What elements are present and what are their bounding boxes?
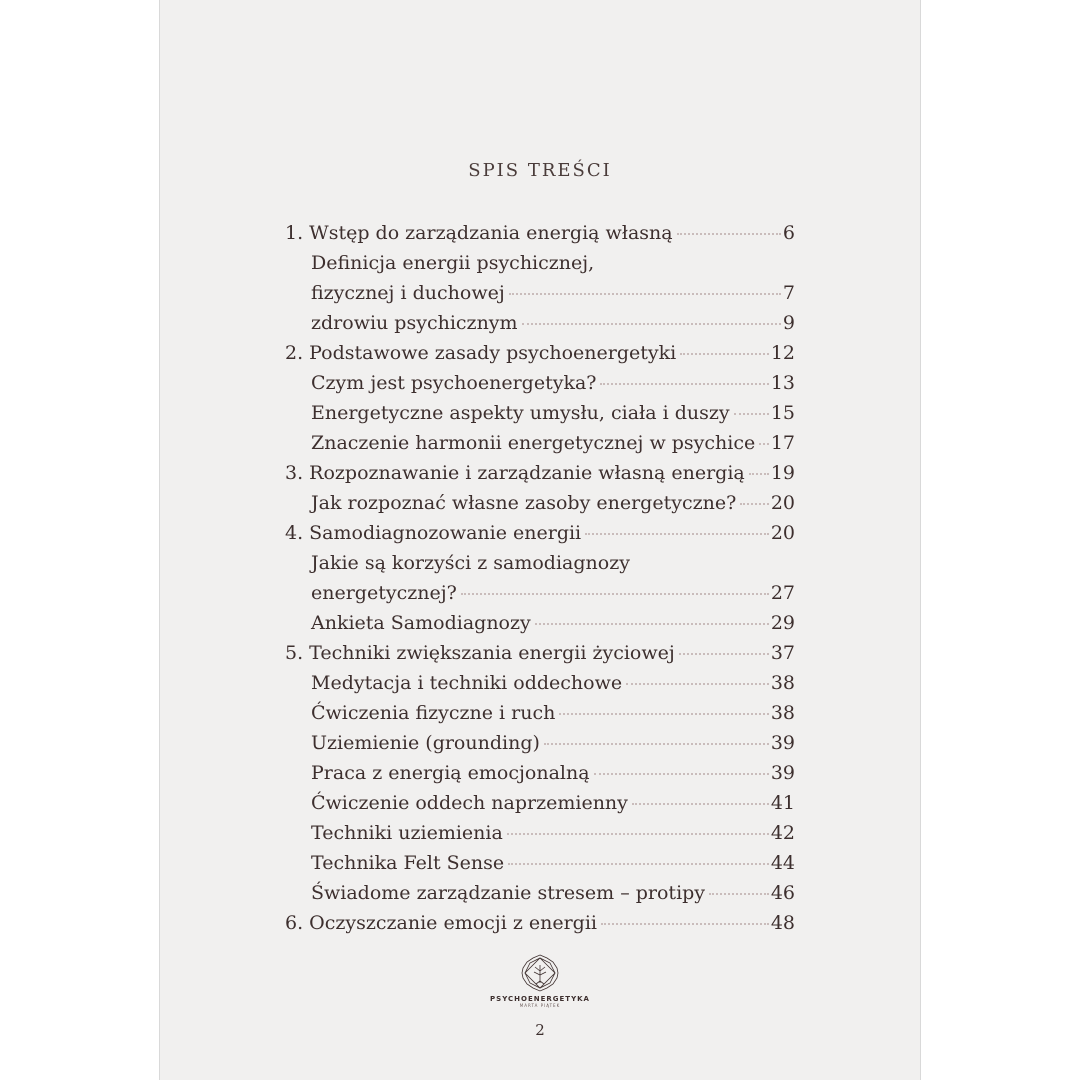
toc-entry: [285, 548, 795, 578]
table-of-contents: [285, 218, 795, 938]
toc-entry: [285, 518, 795, 548]
toc-entry-title: Techniki uziemienia: [311, 822, 503, 844]
toc-entry-title: 3. Rozpoznawanie i zarządzanie własną energią: [285, 462, 745, 484]
dot-leader: [679, 653, 769, 655]
toc-entry: [285, 218, 795, 248]
dot-leader: [559, 713, 768, 715]
toc-entry-page: 44: [770, 852, 795, 874]
dot-leader: [734, 413, 769, 415]
toc-entry: [285, 368, 795, 398]
page-number: 2: [535, 1021, 545, 1039]
toc-entry-title: 2. Podstawowe zasady psychoenergetyki: [285, 342, 677, 364]
toc-entry: [285, 758, 795, 788]
toc-entry-title: Medytacja i techniki oddechowe: [311, 672, 623, 694]
toc-entry: [285, 848, 795, 878]
dot-leader: [594, 773, 769, 775]
toc-entry-title: Ćwiczenia fizyczne i ruch: [311, 702, 556, 724]
dot-leader: [680, 353, 769, 355]
toc-entry-page: 38: [770, 672, 795, 694]
toc-entry-page: 39: [770, 762, 795, 784]
dot-leader: [709, 893, 769, 895]
toc-heading: SPIS TREŚCI: [468, 160, 612, 181]
toc-entry: [285, 638, 795, 668]
toc-entry-page: 48: [770, 912, 795, 934]
brand-author: MARTA PIĄTEK: [519, 1003, 561, 1008]
toc-entry-page: 15: [770, 402, 795, 424]
toc-entry-title: Jak rozpoznać własne zasoby energetyczne?: [311, 492, 737, 514]
toc-entry-title: Technika Felt Sense: [311, 852, 505, 874]
toc-entry: [285, 458, 795, 488]
toc-entry: [285, 728, 795, 758]
dot-leader: [461, 593, 769, 595]
toc-entry-title: 1. Wstęp do zarządzania energią własną: [285, 222, 673, 244]
dot-leader: [601, 923, 769, 925]
book-page: [160, 0, 920, 1080]
toc-entry: [285, 308, 795, 338]
dot-leader: [508, 863, 769, 865]
toc-entry-page: 46: [770, 882, 795, 904]
toc-entry-title: Ankieta Samodiagnozy: [311, 612, 531, 634]
dot-leader: [677, 233, 781, 235]
dot-leader: [759, 443, 769, 445]
toc-entry: [285, 248, 795, 278]
toc-entry-title: 6. Oczyszczanie emocji z energii: [285, 912, 597, 934]
toc-entry: [285, 488, 795, 518]
dot-leader: [509, 293, 781, 295]
dot-leader: [740, 503, 769, 505]
toc-entry: [285, 608, 795, 638]
publisher-logo: [160, 953, 920, 1008]
toc-entry-page: 7: [782, 282, 795, 304]
toc-entry-title: Uziemienie (grounding): [311, 732, 540, 754]
toc-entry-page: 12: [770, 342, 795, 364]
tree-of-life-mandala-icon: [520, 953, 560, 993]
toc-entry-title: Energetyczne aspekty umysłu, ciała i duszy: [311, 402, 730, 424]
toc-entry: [285, 698, 795, 728]
toc-entry-title: 5. Techniki zwiększania energii życiowej: [285, 642, 675, 664]
toc-entry-page: 20: [770, 492, 795, 514]
toc-entry-page: 42: [770, 822, 795, 844]
toc-entry-page: 19: [770, 462, 795, 484]
toc-entry-title: fizycznej i duchowej: [311, 282, 505, 304]
toc-entry-title: Czym jest psychoenergetyka?: [311, 372, 597, 394]
toc-entry-page: 27: [770, 582, 795, 604]
toc-entry-title: zdrowiu psychicznym: [311, 312, 518, 334]
toc-entry-title: Jakie są korzyści z samodiagnozy: [311, 552, 630, 574]
dot-leader: [522, 323, 781, 325]
toc-entry-page: 39: [770, 732, 795, 754]
toc-entry-page: 20: [770, 522, 795, 544]
dot-leader: [749, 473, 769, 475]
toc-entry-page: 6: [782, 222, 795, 244]
toc-entry-title: Praca z energią emocjonalną: [311, 762, 590, 784]
toc-entry-title: Definicja energii psychicznej,: [311, 252, 595, 274]
dot-leader: [600, 383, 768, 385]
dot-leader: [585, 533, 769, 535]
toc-entry-page: 41: [770, 792, 795, 814]
toc-entry-page: 29: [770, 612, 795, 634]
toc-entry-title: Świadome zarządzanie stresem – protipy: [311, 882, 706, 904]
toc-entry: [285, 788, 795, 818]
toc-entry: [285, 338, 795, 368]
toc-entry: [285, 578, 795, 608]
toc-entry-title: Znaczenie harmonii energetycznej w psychice: [311, 432, 756, 454]
toc-entry-title: energetycznej?: [311, 582, 457, 604]
toc-entry-title: Ćwiczenie oddech naprzemienny: [311, 792, 628, 814]
dot-leader: [626, 683, 769, 685]
toc-entry: [285, 878, 795, 908]
toc-entry-page: 9: [782, 312, 795, 334]
toc-entry-page: 13: [770, 372, 795, 394]
toc-entry: [285, 818, 795, 848]
dot-leader: [507, 833, 769, 835]
toc-entry: [285, 908, 795, 938]
toc-entry-page: 37: [770, 642, 795, 664]
toc-entry-page: 38: [770, 702, 795, 724]
toc-entry: [285, 278, 795, 308]
toc-entry-page: 17: [770, 432, 795, 454]
dot-leader: [535, 623, 769, 625]
toc-entry: [285, 398, 795, 428]
dot-leader: [544, 743, 769, 745]
dot-leader: [632, 803, 769, 805]
toc-entry: [285, 428, 795, 458]
toc-entry-title: 4. Samodiagnozowanie energii: [285, 522, 582, 544]
brand-name: PSYCHOENERGETYKA: [490, 995, 590, 1003]
toc-entry: [285, 668, 795, 698]
